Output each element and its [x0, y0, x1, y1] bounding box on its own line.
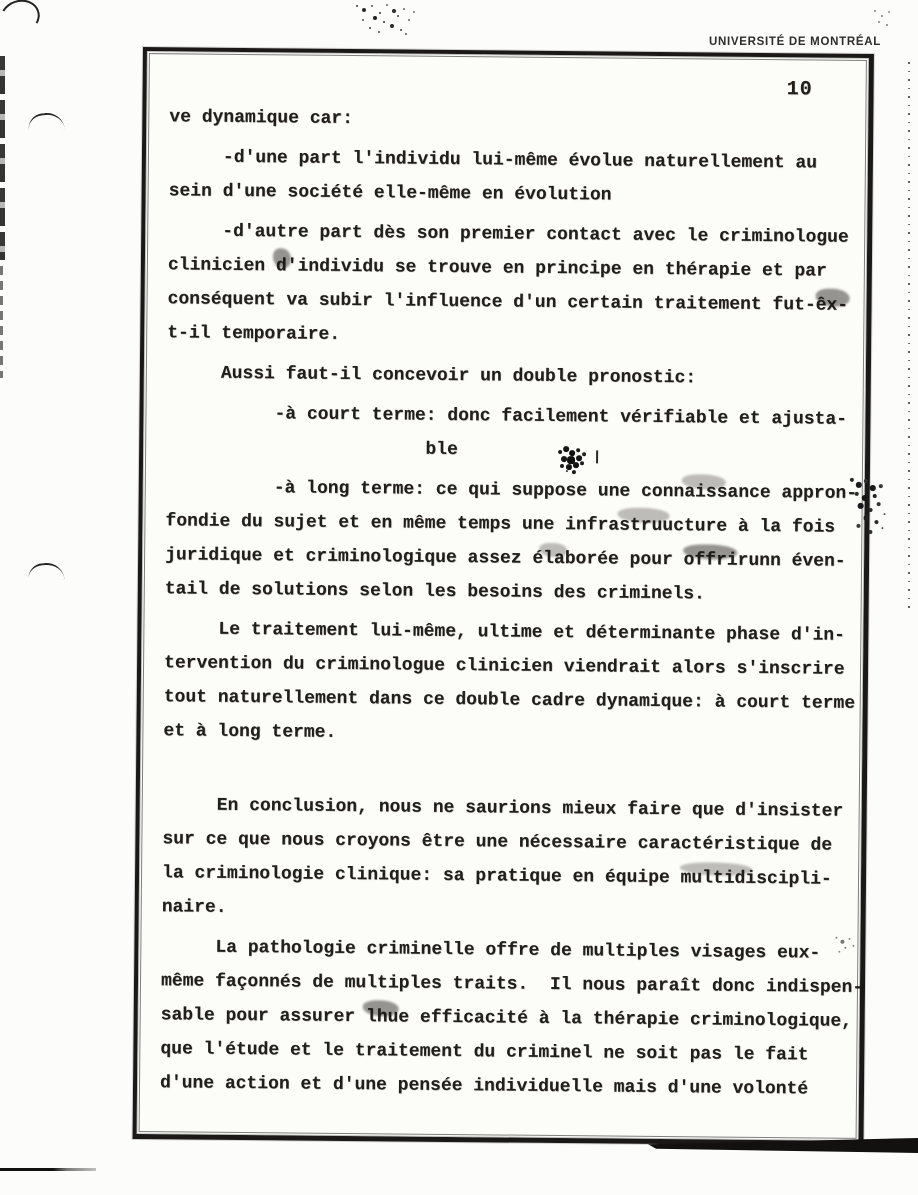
text-line: Aussi faut-il concevoir un double pronostic: [220, 363, 697, 389]
text-line: la criminologie clinique: sa pratique en équipe multidiscipli- [161, 863, 832, 890]
letterhead-institution: UNIVERSITÉ DE MONTRÉAL [709, 36, 881, 48]
scanner-edge-streak [0, 266, 3, 378]
text-line: même façonnés de multiples traits. Il nous paraît donc indispen- [160, 971, 864, 998]
text-line: sur ce que nous croyons être une nécessaire caractéristique de [162, 829, 833, 856]
text-line: t-il temporaire. [167, 323, 341, 345]
text-line: juridique et criminologique assez élaborée pour offrirunn éven- [165, 545, 846, 572]
text-line: fondie du sujet et en même temps une infrastruucture à la fois [165, 511, 836, 538]
text-line: et à long terme. [163, 721, 337, 743]
text-block [160, 100, 870, 1107]
scanner-edge-streak [0, 56, 5, 260]
ink-speckle-cluster [848, 475, 850, 477]
text-line: -à court terme: donc facilement vérifiable et ajusta- [274, 404, 848, 430]
text-line: tout naturellement dans ce double cadre dynamique: à court terme [163, 687, 856, 714]
text-line: -d'autre part dès son premier contact avec le criminologue [222, 221, 849, 248]
text-line: En conclusion, nous ne saurions mieux faire que d'insister [216, 795, 844, 822]
text-line: tervention du criminologue clinicien viendrait alors s'inscrire [163, 653, 845, 680]
text-line: tail de solutions selon les besoins des criminels. [164, 579, 705, 605]
text-line: La pathologie criminelle offre de multiples visages eux- [215, 937, 821, 964]
text-line: d'une action et d'une pensée individuelle mais d'une volonté [159, 1073, 809, 1100]
ink-blot [557, 445, 559, 447]
scan-noise-trail [908, 62, 910, 610]
text-line: conséquent va subir l'influence d'un certain traitement fut-êx- [167, 289, 849, 316]
ink-speckle-cluster [833, 935, 835, 937]
ink-speckle-cluster [352, 2, 354, 4]
text-line: ble [425, 439, 458, 461]
ink-tick-mark [596, 450, 598, 463]
text-line: naire. [161, 897, 227, 918]
page-number: 10 [786, 78, 813, 102]
text-line: ve dynamique car: [169, 107, 354, 130]
text-line: Le traitement lui-même, ultime et déterminante phase d'in- [218, 619, 845, 646]
text-line: que l'étude et le traitement du criminel ne soit pas le fait [160, 1039, 809, 1066]
text-line: clinicien d'individu se trouve en principe en thérapie et par [167, 255, 827, 282]
overstrike-smudge [273, 248, 291, 268]
text-line: sein d'une société elle-même en évolution [168, 181, 612, 206]
text-line: sable pour assurer lhue efficacité à la thérapie criminologique, [160, 1005, 853, 1032]
text-line: -d'une part l'individu lui-même évolue naturellement au [222, 147, 818, 174]
bottom-dash-mark [0, 1168, 96, 1171]
ink-speckle-cluster [872, 8, 874, 10]
text-line: -à long terme: ce qui suppose une connaissance appron- [273, 478, 858, 504]
